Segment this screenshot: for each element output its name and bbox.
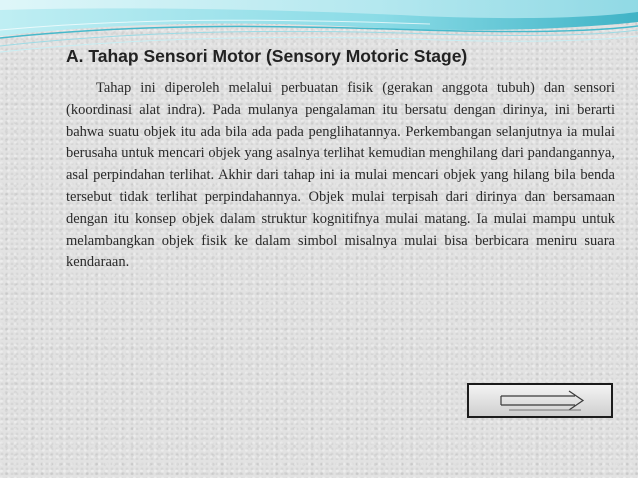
slide-title: A. Tahap Sensori Motor (Sensory Motoric Stage) <box>66 46 468 66</box>
next-slide-button[interactable] <box>467 383 613 418</box>
slide-paragraph: Tahap ini diperoleh melalui perbuatan fisik (gerakan anggota tubuh) dan sensori (koordinasi alat indra). Pada mulanya pengalaman itu bersatu dengan dirinya, ini berarti bahwa suatu objek itu ada bila ada pada penglihatannya. Perkembangan selanjutnya ia mulai berusaha untuk mencari objek yang asalnya terlihat kemudian menghilang dari pandangannya, asal perpindahan terlihat. Akhir dari tahap ini ia mulai mencari objek yang hilang bila benda tersebut tidak terlihat perpindahannya. Objek mulai terpisah dari dirinya dan bersamaan dengan itu konsep objek dalam struktur kognitifnya mulai matang. Ia mulai mampu untuk melambangkan objek fisik ke dalam simbol misalnya mulai bisa berbicara meniru suara kendaraan. <box>66 80 615 271</box>
right-arrow-icon <box>469 385 611 416</box>
